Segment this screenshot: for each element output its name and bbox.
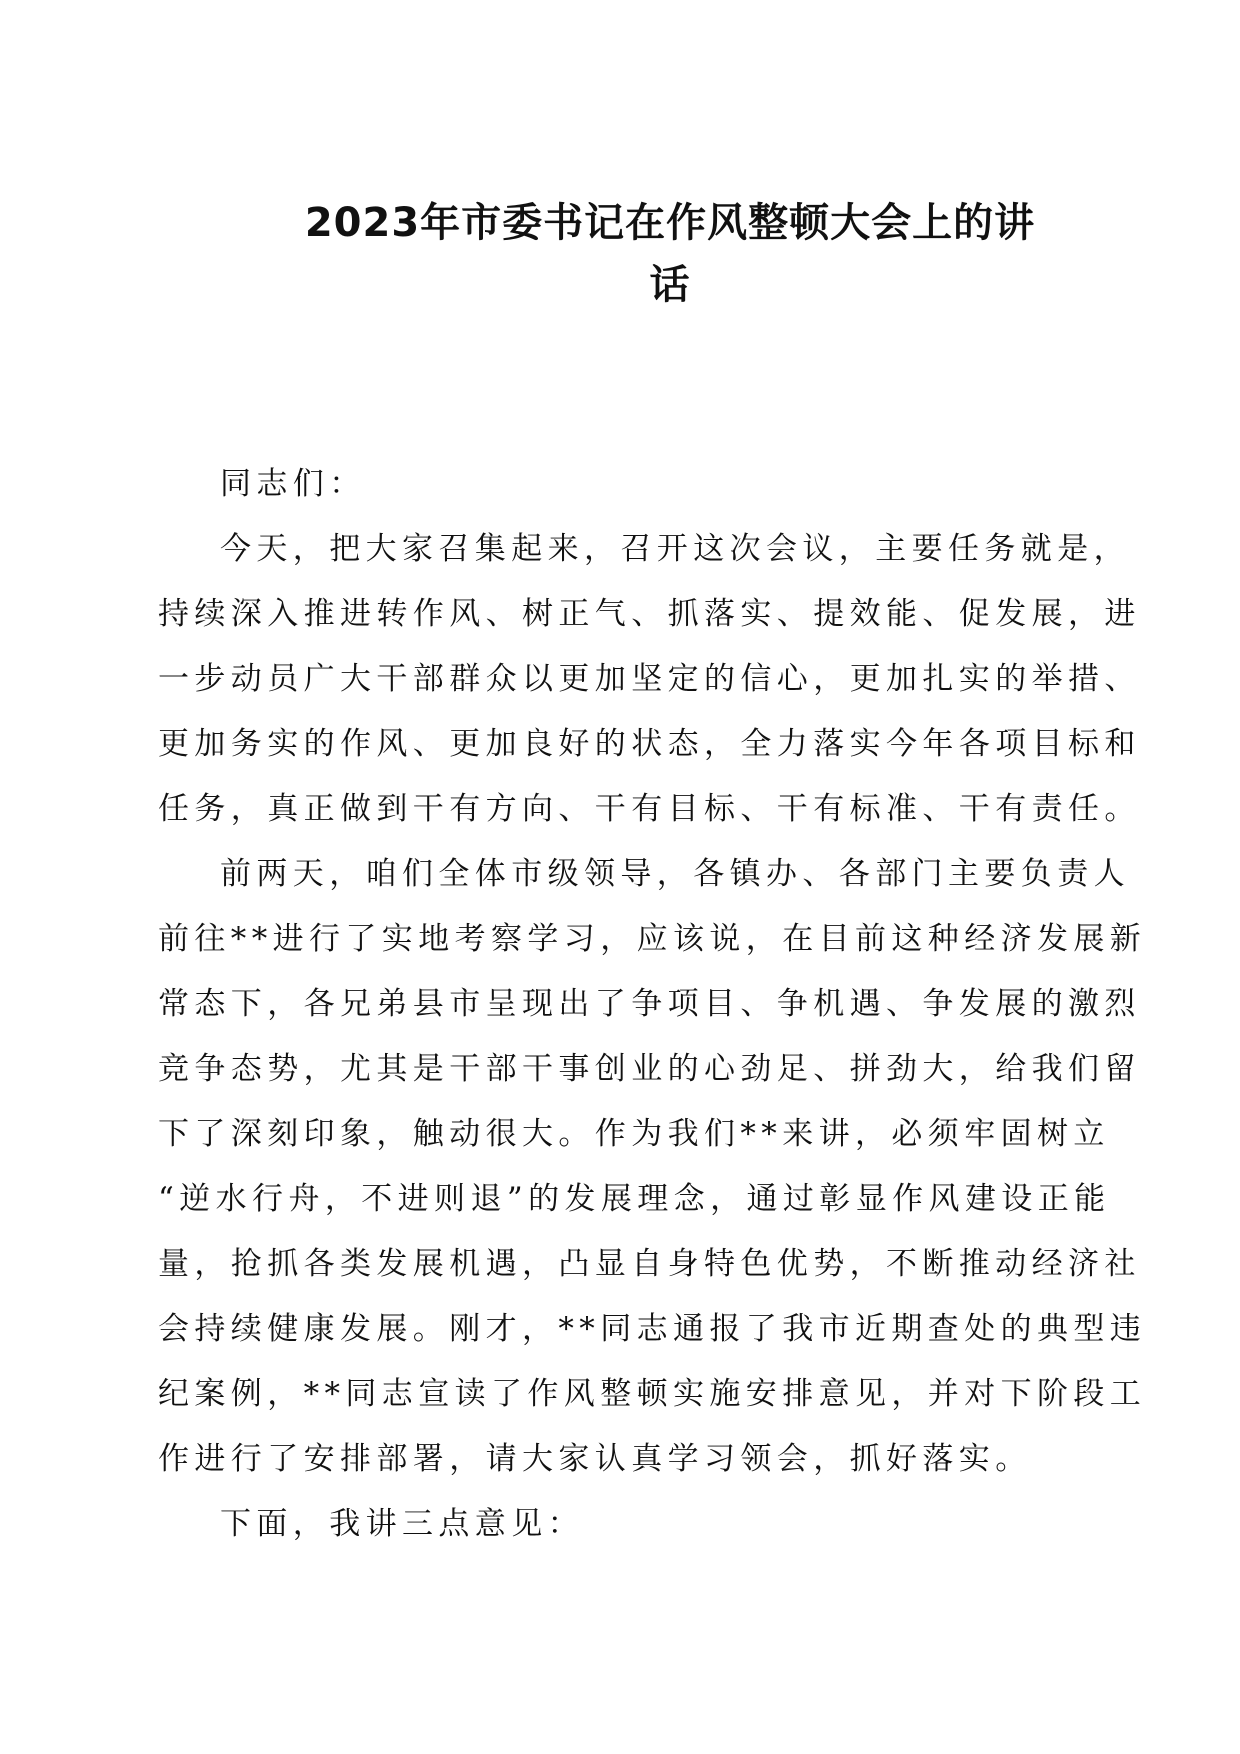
text-line: 纪案例，**同志宣读了作风整顿实施安排意见，并对下阶段工 [158, 1376, 1147, 1412]
text-line: 前两天，咱们全体市级领导，各镇办、各部门主要负责人 [220, 856, 1130, 892]
text-line: 会持续健康发展。刚才，**同志通报了我市近期查处的典型违 [158, 1311, 1147, 1347]
text-line: 下了深刻印象，触动很大。作为我们**来讲，必须牢固树立 [158, 1116, 1110, 1152]
text-line: 任务，真正做到干有方向、干有目标、干有标准、干有责任。 [158, 791, 1141, 827]
text-line: 下面，我讲三点意见： [220, 1506, 584, 1542]
text-line: 一步动员广大干部群众以更加坚定的信心，更加扎实的举措、 [158, 661, 1141, 697]
text-line: 同志们： [220, 466, 366, 502]
text-line: 持续深入推进转作风、树正气、抓落实、提效能、促发展，进 [158, 596, 1141, 632]
greeting-paragraph [158, 452, 1078, 517]
text-line: “逆水行舟，不进则退”的发展理念，通过彰显作风建设正能 [158, 1181, 1111, 1217]
text-line: 今天，把大家召集起来，召开这次会议，主要任务就是， [220, 531, 1130, 567]
body-paragraph-1 [158, 517, 1141, 842]
text-line: 前往**进行了实地考察学习，应该说，在目前这种经济发展新 [158, 921, 1147, 957]
text-line: 更加务实的作风、更加良好的状态，全力落实今年各项目标和 [158, 726, 1141, 762]
document-body [158, 452, 1147, 1557]
text-line: 常态下，各兄弟县市呈现出了争项目、争机遇、争发展的激烈 [158, 986, 1141, 1022]
text-line: 作进行了安排部署，请大家认真学习领会，抓好落实。 [158, 1441, 1032, 1477]
body-paragraph-2 [158, 842, 1147, 1492]
document-title: 2023年市委书记在作风整顿大会上的讲 话 [304, 200, 1036, 308]
text-line: 量，抢抓各类发展机遇，凸显自身特色优势，不断推动经济社 [158, 1246, 1141, 1282]
closing-paragraph [158, 1492, 1078, 1557]
text-line: 竞争态势，尤其是干部干事创业的心劲足、拼劲大，给我们留 [158, 1051, 1141, 1087]
